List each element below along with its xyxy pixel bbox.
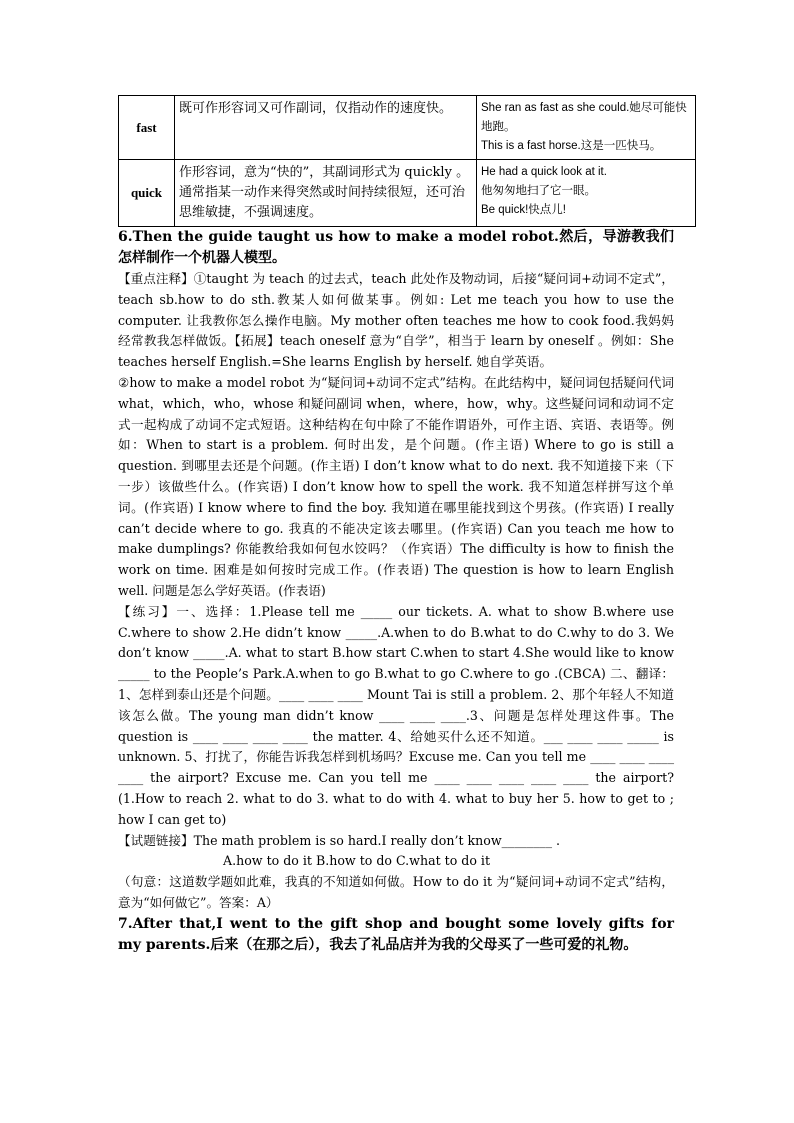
example-line: This is a fast horse.这是一匹快马。 [481,140,662,152]
document-page [118,95,687,956]
section-7 [118,914,674,956]
vocab-table [118,95,696,227]
example-line: He had a quick look at it. [481,166,607,178]
table-examples [477,160,696,227]
section-7-heading: 7.After that,I went to the gift shop and bought some lovely gifts for my parents.后来（在那之后），我去了礼品店并为我的父母买了一些可爱的礼物。 [118,915,674,953]
key-notes-paragraph: 【重点注释】①taught 为 teach 的过去式，teach 此处作及物动词，后接“疑问词+动词不定式”，teach sb.how to do sth.教某人如何做某事。例如: Let me teach you how to use the computer. 让我教你怎么操作电脑。My mother often teaches me how to cook food.我妈妈经常教我怎样做饭。【拓展】teach oneself 意为“自学”，相当于 learn by oneself 。例如：She teaches herself English.=She learns English by herself. 她自学英语。 [118,271,674,370]
table-definition: 既可作形容词又可作副词，仅指动作的速度快。 [175,96,477,160]
table-word: fast [119,96,175,160]
structure-paragraph: ②how to make a model robot 为“疑问词+动词不定式”结构。在此结构中，疑问词包括疑问代词 what，which，who，whose 和疑问副词 when，where，how，why。这些疑问词和动词不定式一起构成了动词不定式短语。这种结构在句中除了不能作谓语外，可作主语、宾语、表语等。例如：When to start is a problem. 何时出发，是个问题。(作主语) Where to go is still a question. 到哪里去还是个问题。(作主语) I don’t know what to do next. 我不知道接下来（下一步）该做些什么。(作宾语) I don’t know how to spell the work. 我不知道怎样拼写这个单词。(作宾语) I know where to find the boy. 我知道在哪里能找到这个男孩。(作宾语) I really can’t decide where to go. 我真的不能决定该去哪里。(作宾语) Can you teach me how to make dumplings? 你能教给我如何包水饺吗？（作宾语）The difficulty is how to finish the work on time. 困难是如何按时完成工作。(作表语) The question is how to learn English well. 问题是怎么学好英语。(作表语) [118,374,674,598]
table-row [119,160,696,227]
example-line: 他匆匆地扫了它一眼。 [481,185,596,197]
exam-link-answer: （句意：这道数学题如此难，我真的不知道如何做。How to do it 为“疑问词+动词不定式”结构，意为“如何做它”。答案：A） [118,874,674,910]
table-word: quick [119,160,175,227]
exam-link-options: A.how to do it B.how to do C.what to do it [223,853,491,869]
section-6-heading: 6.Then the guide taught us how to make a model robot.然后，导游教我们怎样制作一个机器人模型。 [118,229,674,266]
table-row [119,96,696,160]
section-6 [118,227,674,914]
exam-link-question: 【试题链接】The math problem is so hard.I really don’t know________ . [118,832,560,848]
example-line: Be quick!快点儿! [481,204,566,216]
example-line: She ran as fast as she could.她尽可能快地跑。 [481,102,687,133]
table-examples [477,96,696,160]
exercise-paragraph: 【练习】一、选择：1.Please tell me _____ our tickets. A. what to show B.where use C.where to show 2.He didn’t know _____.A.when to do B.what to do C.why to do 3. We don’t know _____.A. what to start B.how start C.when to start 4.She would like to know _____ to the People’s Park.A.when to go B.what to go C.where to go .(CBCA) 二、翻译：1、怎样到泰山还是个问题。____ ____ ____ Mount Tai is still a problem. 2、那个年轻人不知道该怎么做。The young man didn’t know ____ ____ ____.3、问题是怎样处理这件事。The question is ____ ____ ____ ____ the matter. 4、给她买什么还不知道。___ ____ ____ _____ is unknown. 5、打扰了，你能告诉我怎样到机场吗？Excuse me. Can you tell me ____ ____ ____ ____ the airport? Excuse me. Can you tell me ____ ____ ____ ____ ____ the airport? (1.How to reach 2. what to do 3. what to do with 4. what to buy her 5. how to get to ; how I can get to) [118,603,674,827]
table-definition: 作形容词，意为“快的”，其副词形式为 quickly 。通常指某一动作来得突然或时间持续很短，还可治思维敏捷，不强调速度。 [175,160,477,227]
